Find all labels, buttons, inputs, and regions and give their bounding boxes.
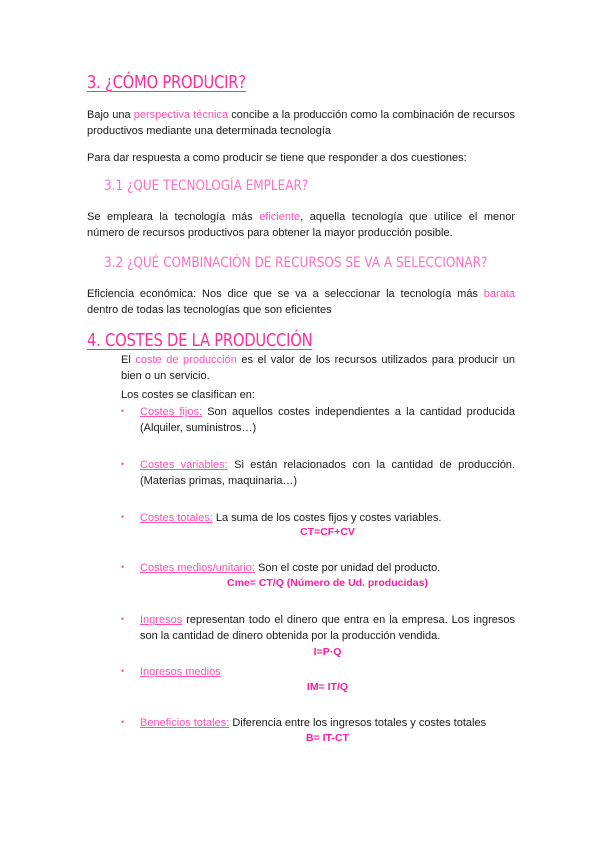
section-3-intro <box>87 107 515 139</box>
sub2-text-cont: dentro de todas las tecnologías que son eficientes <box>87 304 332 316</box>
list-item-costes-fijos <box>140 404 515 436</box>
bullet-icon: • <box>121 512 125 522</box>
highlight-eficiente: eficiente <box>259 211 301 223</box>
item-text: Si están relacionados con la cantidad de producción. (Materias primas, maquinaria…) <box>140 459 515 487</box>
item-text: Son aquellos costes independientes a la cantidad producida (Alquiler, suministros…) <box>140 406 515 434</box>
bullet-icon: • <box>121 717 125 727</box>
costs-classify-line: Los costes se clasifican en: <box>121 389 255 401</box>
intro4-text: El <box>121 354 136 366</box>
sub1-text-cont: , aquella tecnología que utilice el menor número de recursos productivos para obtener la mayor producción posible. <box>87 211 515 239</box>
item-text: Son el coste por unidad del producto. <box>254 562 441 574</box>
formula-ingresos: I=P·Q <box>313 646 342 658</box>
highlight-perspectiva-tecnica: perspectiva técnica <box>133 109 229 121</box>
sub2-text: Eficiencia económica: Nos dice que se va a seleccionar la tecnología más <box>87 288 484 300</box>
subsection-3-2-title: 3.2 ¿QUÉ COMBINACIÓN DE RECURSOS SE VA A SELECCIONAR? <box>104 255 488 271</box>
term-costes-totales: Costes totales: <box>140 512 213 524</box>
item-text: Diferencia entre los ingresos totales y costes totales <box>229 717 487 729</box>
item-text: representan todo el dinero que entra en la empresa. Los ingresos son la cantidad de dinero obtenida por la producción vendida. <box>140 614 515 642</box>
highlight-barata: barata <box>483 288 515 300</box>
highlight-coste-de-produccion: coste de producción <box>135 354 237 366</box>
intro-text-cont: concibe a la producción como la combinación de recursos productivos mediante una determinada tecnología <box>87 109 515 137</box>
bullet-icon: • <box>121 459 125 469</box>
term-ingresos-medios: Ingresos medios <box>140 666 221 678</box>
section-3-title: 3. ¿CÓMO PRODUCIR? <box>87 72 246 93</box>
term-ingresos: Ingresos <box>140 614 183 626</box>
question-intro: Para dar respuesta a como producir se tiene que responder a dos cuestiones: <box>87 152 467 164</box>
bullet-icon: • <box>121 406 125 416</box>
term-costes-fijos: Costes fijos: <box>140 406 203 418</box>
term-beneficios-totales: Beneficios totales: <box>140 717 230 729</box>
list-item-costes-variables <box>140 457 515 489</box>
bullet-icon: • <box>121 666 125 676</box>
term-costes-variables: Costes variables: <box>140 459 228 471</box>
formula-im: IM= IT/Q <box>306 681 349 693</box>
formula-beneficios: B= IT-CT <box>306 732 349 744</box>
list-item-beneficios <box>140 715 515 731</box>
term-costes-medios: Costes medios/unitario: <box>140 562 255 574</box>
intro-text: Bajo una <box>87 109 134 121</box>
section-4-intro <box>121 352 515 384</box>
list-item-ingresos <box>140 612 515 644</box>
item-text: La suma de los costes fijos y costes variables. <box>212 512 442 524</box>
intro4-text-cont: es el valor de los recursos utilizados para producir un bien o un servicio. <box>121 354 515 382</box>
subsection-3-1-body <box>87 209 515 241</box>
bullet-icon: • <box>121 562 125 572</box>
subsection-3-2-body <box>87 286 515 318</box>
list-item-ingresos-medios <box>140 664 515 680</box>
section-4-title: 4. COSTES DE LA PRODUCCIÓN <box>87 330 313 351</box>
sub1-text: Se empleara la tecnología más <box>87 211 260 223</box>
subsection-3-1-title: 3.1 ¿QUE TECNOLOGÍA EMPLEAR? <box>104 178 309 194</box>
formula-ct: CT=CF+CV <box>300 526 355 538</box>
list-item-costes-totales <box>140 510 515 526</box>
list-item-costes-medios <box>140 560 515 576</box>
formula-cme: Cme= CT/Q (Número de Ud. producidas) <box>227 577 428 589</box>
bullet-icon: • <box>121 614 125 624</box>
